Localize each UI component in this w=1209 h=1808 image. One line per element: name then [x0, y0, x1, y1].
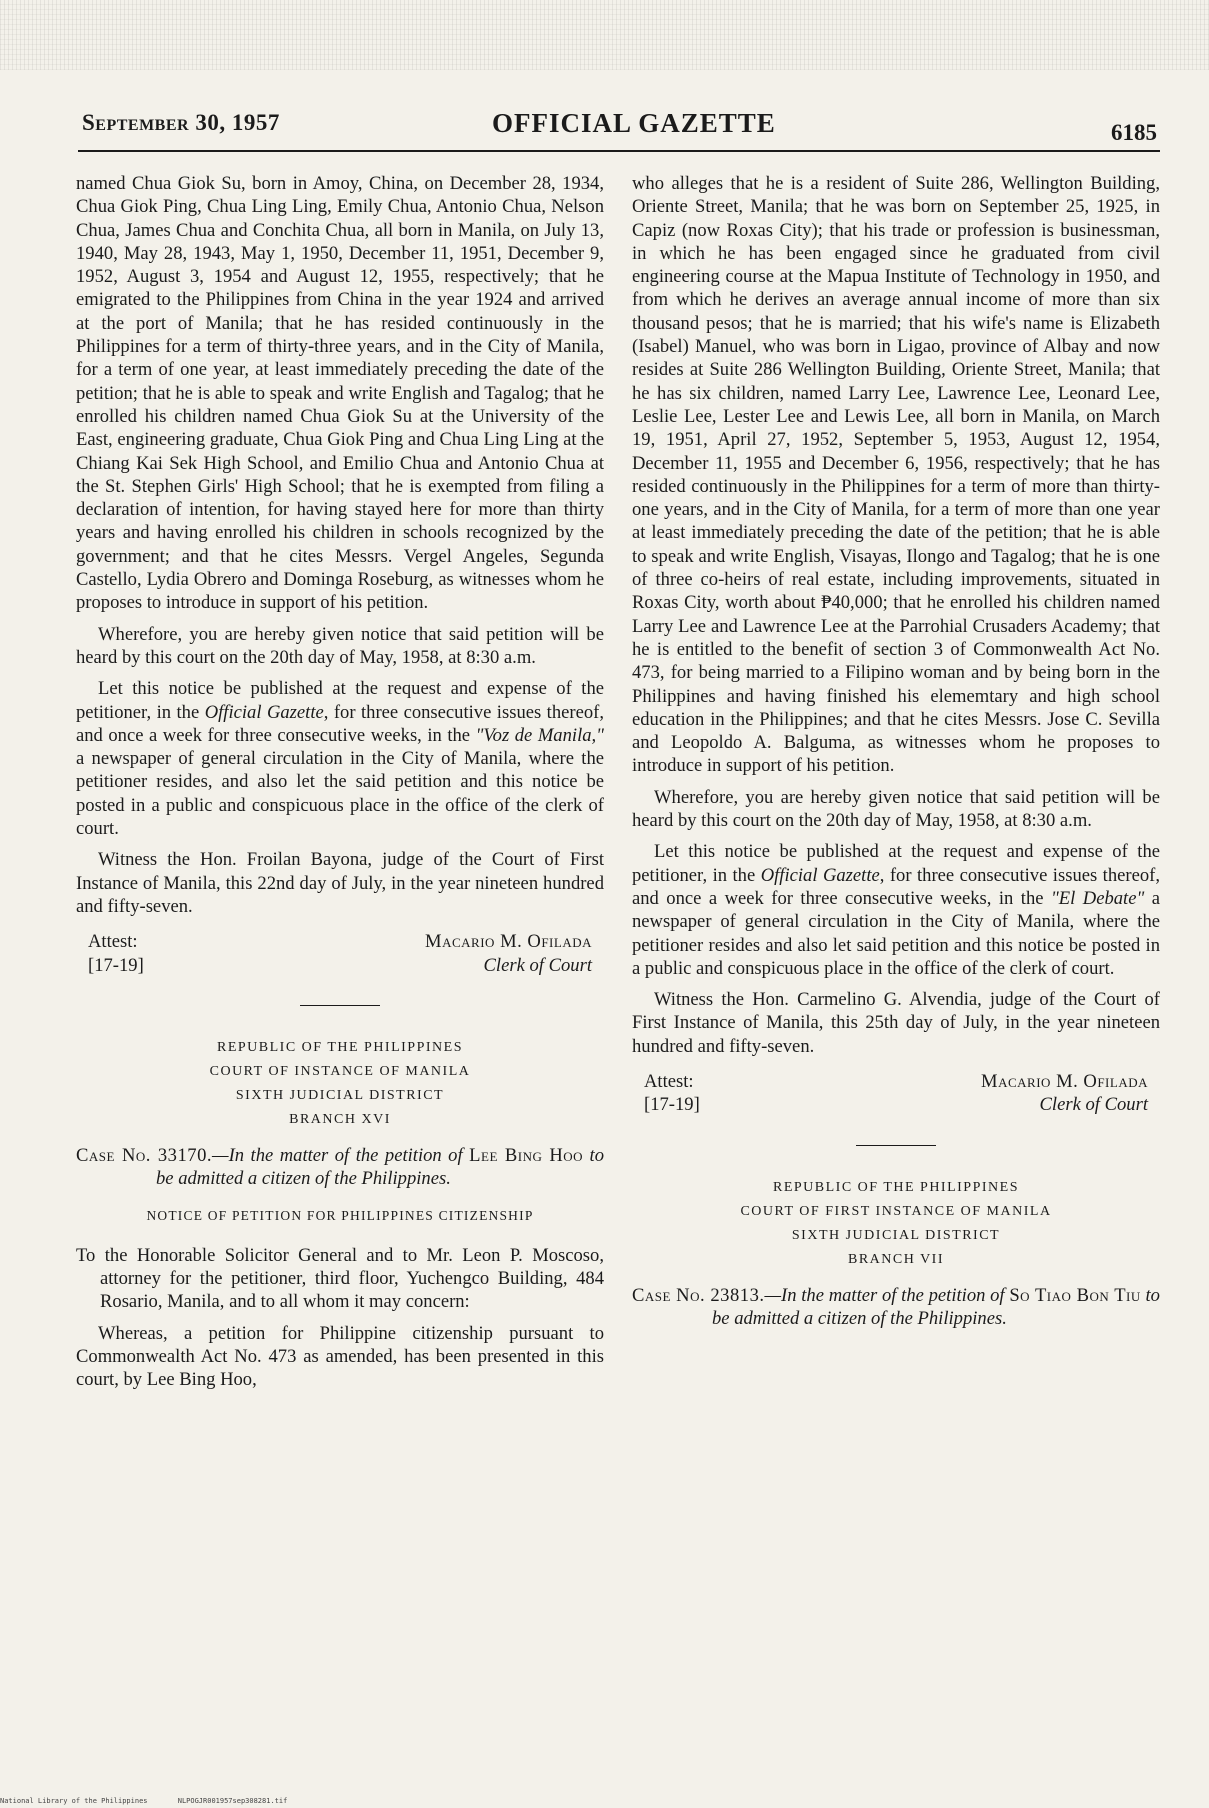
issue-ref: [17-19]	[88, 954, 144, 976]
witness-statement: Witness the Hon. Carmelino G. Alvendia, judge of the Court of First Instance of Manila, this 25th day of July, in the year nineteen hundred and fifty-seven.	[632, 989, 1160, 1057]
case-caption: Case No. 23813.—In the matter of the petition of So Tiao Bon Tiu to be admitted a citizen of the Philippines.	[632, 1284, 1160, 1329]
page-number: 6185	[1111, 120, 1157, 145]
issue-ref: [17-19]	[644, 1094, 700, 1116]
publication-order: Let this notice be published at the request and expense of the petitioner, in the Official Gazette, for three consecutive issues thereof, and once a week for three consecutive weeks, in the "Voz de Manila," a newspaper of general circulation in the City of Manila, where the petitioner resides, and also let the said petition and this notice be posted in a public and conspicuous place in the office of the clerk of court.	[76, 678, 604, 840]
scan-footer	[0, 1797, 313, 1805]
file-name: NLPOGJR001957sep308281.tif	[177, 1797, 288, 1805]
notice-heading: NOTICE OF PETITION FOR PHILIPPINES CITIZENSHIP	[146, 1208, 534, 1224]
petition-continuation: named Chua Giok Su, born in Amoy, China, on December 28, 1934, Chua Giok Ping, Chua Ling Ling, Emily Chua, Antonio Chua, Nelson Chua, James Chua and Conchita Chua, all born in Manila, on July 13, 1940, May 28, 1943, May 1, 1950, December 11, 1951, December 9, 1952, August 3, 1954 and August 12, 1955, respectively; that he emigrated to the Philippines from China in the year 1924 and arrived at the port of Manila; that he has resided continuously in the Philippines for a term of thirty-three years, and in the City of Manila, for a term of one year, at least immediately preceding the date of the petition; that he is able to speak and write English and Tagalog; that he enrolled his children named Chua Giok Su at the University of the East, engineering graduate, Chua Giok Ping and Chua Ling Ling at the Chiang Kai Sek High School, and Emilio Chua and Antonio Chua at the St. Stephen Girls' High School; that he is exempted from filing a declaration of intention, for having stayed here for more than thirty years and having enrolled his children in schools recognized by the government; and that he cites Messrs. Vergel Angeles, Segunda Castello, Lydia Obrero and Dominga Roseburg, as witnesses whom he proposes to introduce in support of his petition.	[76, 173, 604, 614]
petition-details: who alleges that he is a resident of Suite 286, Wellington Building, Oriente Street, Manila; that he was born on September 25, 1925, in Capiz (now Roxas City); that his trade or profession is businessman, in which he has been engaged since he graduated from civil engineering course at the Mapua Institute of Technology in 1950, and from which he derives an average annual income of more than six thousand pesos; that he is married; that his wife's name is Elizabeth (Isabel) Manuel, who was born in Ligao, province of Albay and now resides at Suite 286 Wellington Building, Oriente Street, Manila; that he has six children, named Larry Lee, Lawrence Lee, Leonard Lee, Leslie Lee, Lester Lee and Lewis Lee, all born in Manila, on March 19, 1951, April 27, 1952, September 5, 1953, August 12, 1954, December 11, 1955 and December 6, 1956, respectively; that he has resided continuously in the Philippines for a term of more than thirty-one years, and in the City of Manila, for a term of more than one year at least immediately preceding the date of the petition; that he is able to speak and write English, Visayas, Ilongo and Tagalog; that he is one of three co-heirs of real estate, including improvements, situated in Roxas City, worth about ₱40,000; that he enrolled his children named Larry Lee and Lawrence Lee at the Parrohial Crusaders Academy; that he is entitled to the benefit of section 3 of Commonwealth Act No. 473, for being married to a Filipino woman and by being born in the Philippines and having finished his elememtary and high school education in the Philippines; and that he cites Messrs. Jose C. Sevilla and Leopoldo A. Balguma, as witnesses whom he proposes to introduce in support of his petition.	[632, 173, 1160, 777]
page-header	[82, 110, 1157, 154]
attest-label: Attest:	[88, 931, 138, 953]
attest-block	[632, 1066, 1160, 1117]
attest-block	[76, 926, 604, 977]
hearing-notice: Wherefore, you are hereby given notice that said petition will be heard by this court on the 20th day of May, 1958, at 8:30 a.m.	[76, 623, 604, 668]
clerk-name: Macario M. Ofilada	[981, 1070, 1148, 1092]
witness-statement: Witness the Hon. Froilan Bayona, judge of the Court of First Instance of Manila, this 22nd day of July, in the year nineteen hundred and fifty-seven.	[76, 849, 604, 917]
case-caption: Case No. 33170.—In the matter of the petition of Lee Bing Hoo to be admitted a citizen of the Philippines.	[76, 1144, 605, 1190]
left-column	[76, 172, 604, 1399]
court-heading: REPUBLIC OF THE PHILIPPINES COURT OF FIRST INSTANCE OF MANILA SIXTH JUDICIAL DISTRICT BRANCH VII	[740, 1179, 1052, 1267]
library-credit: National Library of the Philippines	[0, 1797, 148, 1805]
publication-title: OFFICIAL GAZETTE	[492, 108, 776, 138]
clerk-title: Clerk of Court	[1039, 1094, 1148, 1116]
section-divider	[300, 1005, 380, 1006]
issue-date: September 30, 1957	[82, 110, 280, 135]
whereas-paragraph: Whereas, a petition for Philippine citizenship pursuant to Commonwealth Act No. 473 as amended, has been presented in this court, by Lee Bing Hoo,	[76, 1322, 604, 1391]
court-heading: REPUBLIC OF THE PHILIPPINES COURT OF INSTANCE OF MANILA SIXTH JUDICIAL DISTRICT BRANCH XVI	[209, 1039, 471, 1127]
hearing-notice: Wherefore, you are hereby given notice that said petition will be heard by this court on the 20th day of May, 1958, at 8:30 a.m.	[632, 786, 1160, 832]
right-column	[632, 172, 1160, 1338]
header-rule	[78, 150, 1160, 152]
publication-order: Let this notice be published at the request and expense of the petitioner, in the Official Gazette, for three consecutive issues thereof, and once a week for three consecutive weeks, in the "El Debate" a newspaper of general circulation in the City of Manila, where the petitioner resides and also let said petition and this notice be posted in a public and conspicuous place in the office of the clerk of court.	[632, 841, 1160, 979]
address-block: To the Honorable Solicitor General and to Mr. Leon P. Moscoso, attorney for the petitioner, third floor, Yuchengco Building, 484 Rosario, Manila, and to all whom it may concern:	[76, 1244, 604, 1313]
clerk-title: Clerk of Court	[483, 954, 592, 976]
section-divider	[856, 1145, 936, 1146]
scan-noise	[0, 0, 1209, 70]
clerk-name: Macario M. Ofilada	[425, 931, 592, 953]
attest-label: Attest:	[644, 1070, 694, 1092]
